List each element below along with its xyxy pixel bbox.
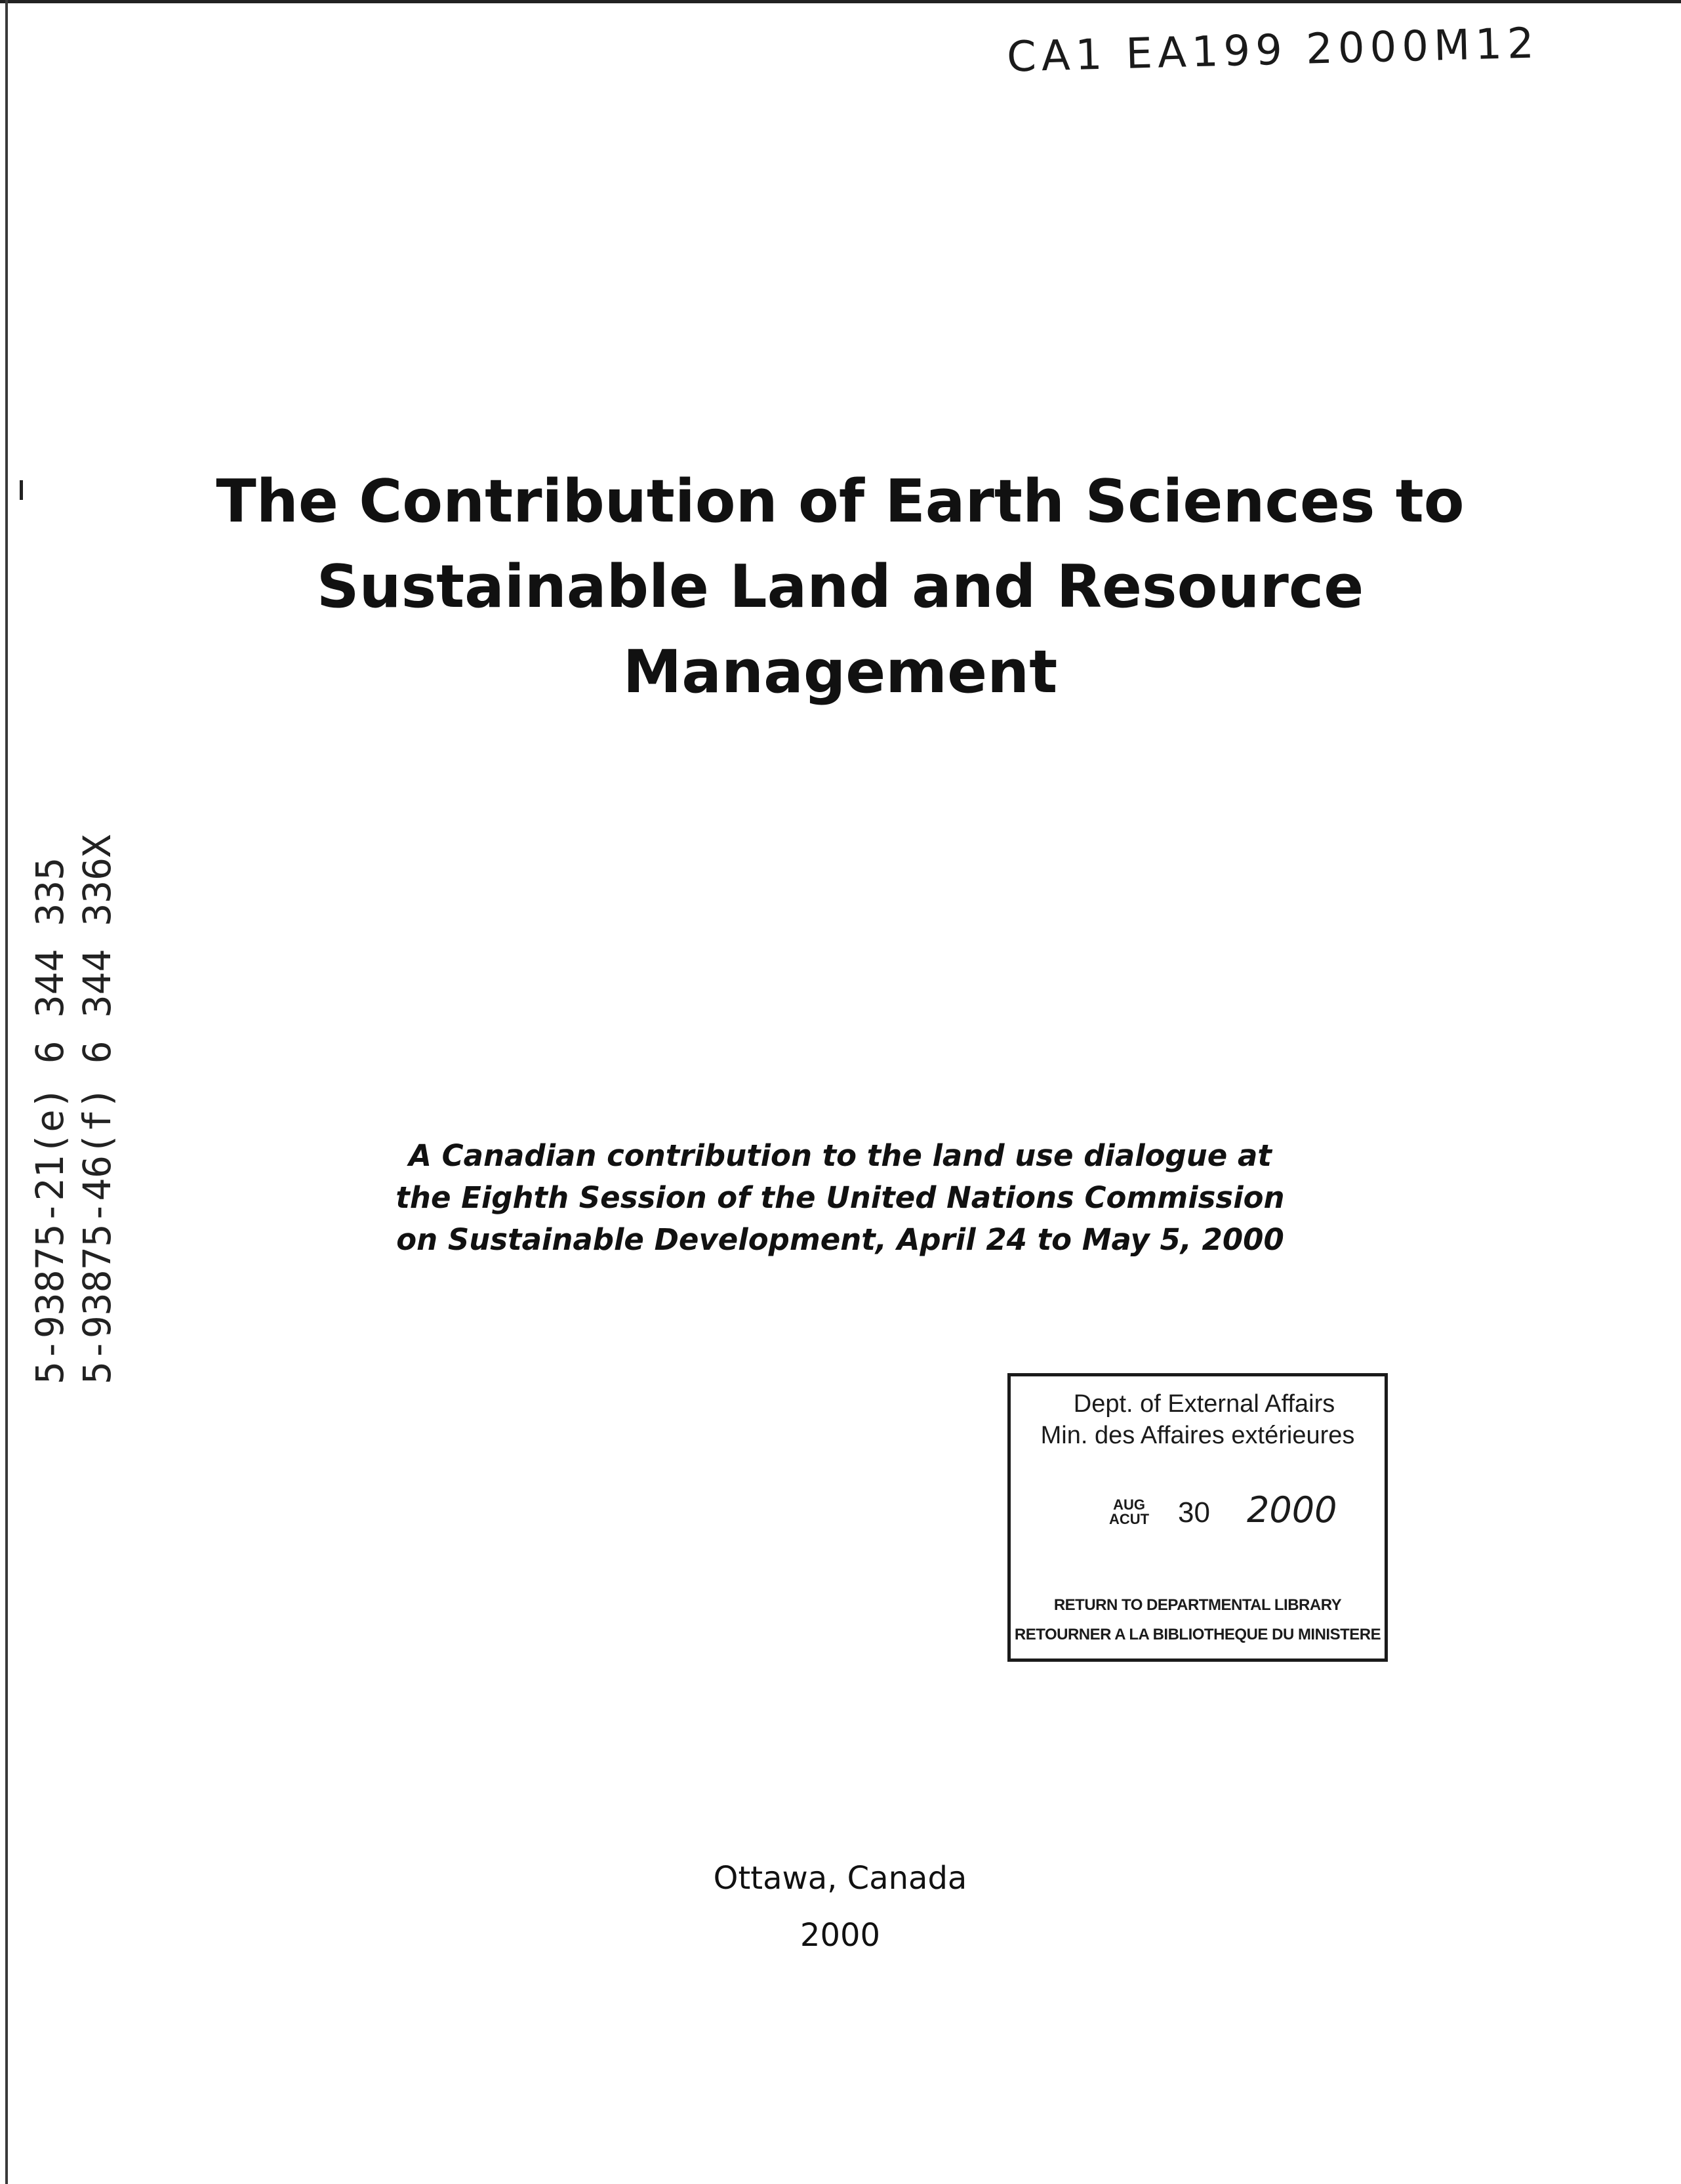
document-subtitle (283, 1135, 1398, 1261)
stamp-return-en: RETURN TO DEPARTMENTAL LIBRARY (1053, 1596, 1342, 1614)
stamp-return-fr: RETOURNER A LA BIBLIOTHEQUE DU MINISTERE (1014, 1626, 1381, 1643)
stamp-department-en: Dept. of External Affairs (1073, 1390, 1335, 1418)
handwritten-call-number: CA1 EA199 2000M12 (1006, 19, 1540, 82)
title-line-2: Sustainable Land and Resource (316, 552, 1364, 621)
subtitle-line-3: on Sustainable Development, April 24 to May 5, 2000 (396, 1222, 1284, 1257)
stamp-month-en: AUG (1113, 1496, 1145, 1513)
stamp-department-fr: Min. des Affaires extérieures (1040, 1422, 1355, 1449)
scan-left-edge (5, 0, 8, 2184)
stamp-month (1109, 1498, 1149, 1527)
handwritten-margin-notes (26, 794, 125, 1384)
scan-edge-mark (20, 480, 23, 500)
title-line-1: The Contribution of Earth Sciences to (216, 467, 1465, 536)
library-date-stamp (1007, 1373, 1388, 1662)
stamp-year-handwritten: 2000 (1247, 1489, 1337, 1531)
stamp-month-fr: ACUT (1109, 1511, 1150, 1527)
scan-top-edge (0, 0, 1681, 3)
title-line-3: Management (622, 638, 1058, 707)
subtitle-line-2: the Eighth Session of the United Nations Commission (395, 1180, 1285, 1215)
publication-year: 2000 (800, 1917, 881, 1954)
margin-note-line-1: 5-93875-21(e) 6 344 335 (28, 857, 72, 1384)
margin-note-line-2: 5-93875-46(f) 6 344 336X (75, 834, 119, 1384)
publication-place: Ottawa, Canada (713, 1860, 967, 1897)
document-title (184, 459, 1496, 715)
stamp-day: 30 (1178, 1496, 1210, 1529)
subtitle-line-1: A Canadian contribution to the land use dialogue at (409, 1138, 1272, 1173)
